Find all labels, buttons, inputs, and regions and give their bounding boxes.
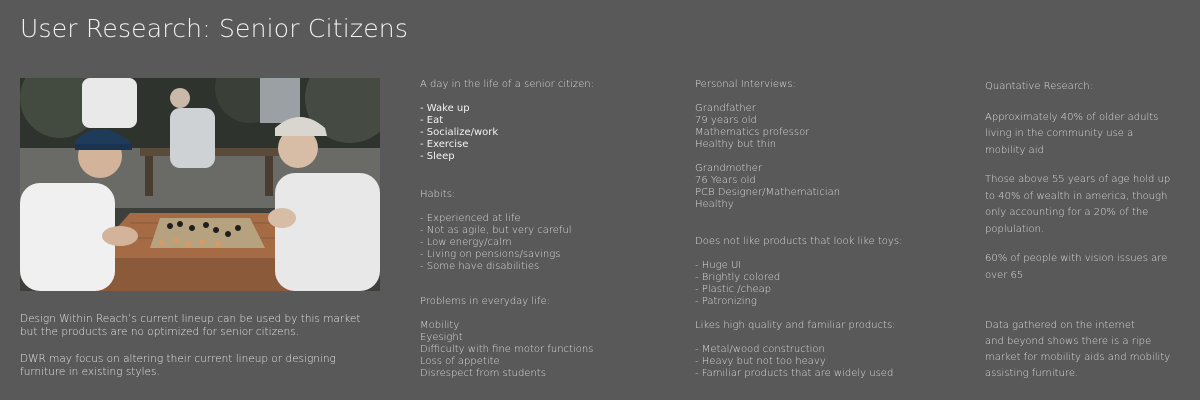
quant-line: over 65 (985, 269, 1024, 281)
problems-section (420, 296, 593, 380)
interviews-section (695, 79, 840, 211)
quant-line: and beyond shows there is a ripe (985, 336, 1152, 347)
grandfather-line: Grandfather (695, 103, 756, 114)
quant-line: mobility aid (985, 144, 1044, 156)
dwr-line: furniture in existing styles. (20, 366, 160, 378)
day-item: - Socialize/work (420, 127, 499, 138)
quant-research-section (985, 79, 1170, 284)
senior-citizens-chess-photo (20, 78, 380, 291)
quant-line: Approximately 40% of older adults (985, 111, 1159, 123)
grandfather-line: 79 years old (695, 115, 757, 126)
dwr-line: Design Within Reach’s current lineup can be used by this market (20, 313, 361, 325)
quant-line: only accounting for a 20% of the (985, 207, 1149, 218)
problem-item: Difficulty with fine motor functions (420, 344, 594, 355)
quant-line: 60% of people with vision issues are (985, 253, 1168, 264)
day-item: - Exercise (420, 139, 469, 150)
quant-heading: Quantative Research: (985, 81, 1093, 92)
quality-section (695, 320, 896, 380)
quality-item: - Heavy but not too heavy (695, 356, 826, 367)
toys-item: - Brightly colored (695, 272, 781, 283)
dwr-paragraph-2 (20, 353, 390, 379)
grandfather-line: Healthy but thin (695, 139, 777, 150)
day-heading: A day in the life of a senior citizen: (420, 79, 594, 90)
quality-heading: Likes high quality and familiar products: (695, 320, 896, 331)
problems-heading: Problems in everyday life: (420, 296, 550, 307)
grandmother-line: 76 Years old (695, 175, 756, 186)
toys-item: - Plastic /cheap (695, 284, 772, 295)
habit-item: - Experienced at life (420, 213, 521, 224)
day-item: - Wake up (420, 103, 470, 114)
problem-item: Disrespect from students (420, 368, 546, 379)
habit-item: - Not as agile, but very careful (420, 225, 572, 236)
problem-item: Mobility (420, 320, 460, 331)
quant-line: market for mobility aids and mobility (985, 352, 1171, 363)
problem-item: Eyesight (420, 332, 463, 343)
habit-item: - Some have disabilities (420, 261, 540, 272)
grandfather-line: Mathematics professor (695, 127, 810, 138)
quant-line: Those above 55 years of age hold up (985, 174, 1171, 185)
quality-item: - Familiar products that are widely used (695, 368, 894, 379)
quant-line: living in the community use a (985, 128, 1134, 139)
interviews-heading: Personal Interviews: (695, 79, 796, 90)
quant-conclusion (985, 318, 1170, 382)
grandmother-line: PCB Designer/Mathematician (695, 187, 841, 198)
dwr-line: but the products are no optimized for senior citizens. (20, 326, 300, 338)
dwr-paragraph-1 (20, 313, 390, 339)
toys-heading: Does not like products that look like toys: (695, 236, 903, 247)
quant-line: poplulation. (985, 223, 1045, 235)
habit-item: - Low energy/calm (420, 237, 512, 248)
habit-item: - Living on pensions/savings (420, 249, 561, 260)
problem-item: Loss of appetite (420, 356, 500, 367)
day-in-life-section (420, 79, 594, 163)
grandmother-line: Healthy (695, 199, 734, 210)
habits-section (420, 189, 572, 273)
habits-heading: Habits: (420, 189, 456, 200)
toys-item: - Huge UI (695, 260, 742, 271)
page-title: User Research: Senior Citizens (20, 14, 409, 43)
quality-item: - Metal/wood construction (695, 344, 825, 355)
toys-item: - Patronizing (695, 296, 757, 307)
quant-line: assisting furniture. (985, 368, 1079, 379)
dwr-line: DWR may focus on altering their current lineup or designing (20, 353, 336, 365)
quant-line: Data gathered on the internet (985, 320, 1135, 331)
day-item: - Sleep (420, 151, 455, 162)
grandmother-line: Grandmother (695, 163, 763, 174)
quant-line: to 40% of wealth in america, though (985, 190, 1168, 202)
toys-section (695, 236, 902, 308)
day-item: - Eat (420, 115, 444, 126)
